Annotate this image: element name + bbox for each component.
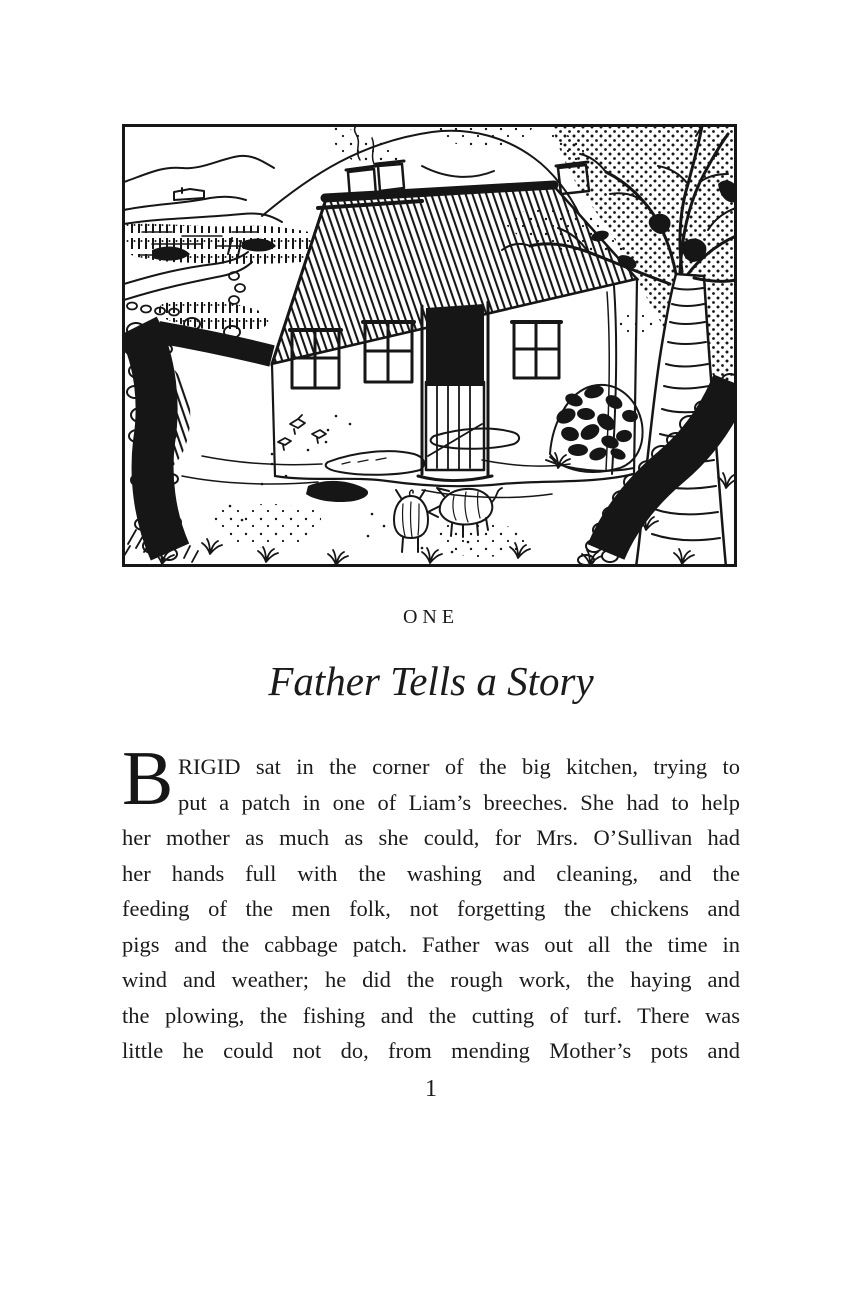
chapter-opening-paragraph bbox=[122, 749, 740, 1069]
paragraph-line: wind and weather; he did the rough work, the haying and bbox=[122, 967, 740, 992]
page-number: 1 bbox=[425, 1076, 437, 1102]
paragraph-line: feeding of the men folk, not forgetting the chickens and bbox=[122, 896, 740, 921]
paragraph-line: her mother as much as she could, for Mrs. O’Sullivan had bbox=[122, 825, 740, 850]
paragraph-line: pigs and the cabbage patch. Father was out all the time in bbox=[122, 931, 740, 957]
paragraph-line: little he could not do, from mending Mother’s pots and bbox=[122, 1038, 740, 1063]
chapter-title: Father Tells a Story bbox=[268, 658, 594, 704]
paragraph-line: RIGID sat in the corner of the big kitchen, trying to bbox=[178, 754, 740, 779]
paragraph-line: the plowing, the fishing and the cutting of turf. There was bbox=[122, 1002, 740, 1028]
cottage-illustration-svg bbox=[122, 124, 737, 567]
drop-cap: B bbox=[122, 735, 174, 821]
paragraph-line: put a patch in one of Liam’s breeches. She had to help bbox=[178, 789, 740, 815]
paragraph-line: her hands full with the washing and cleaning, and the bbox=[122, 860, 740, 886]
cottage-illustration bbox=[122, 124, 737, 567]
chapter-number: ONE bbox=[402, 606, 460, 628]
